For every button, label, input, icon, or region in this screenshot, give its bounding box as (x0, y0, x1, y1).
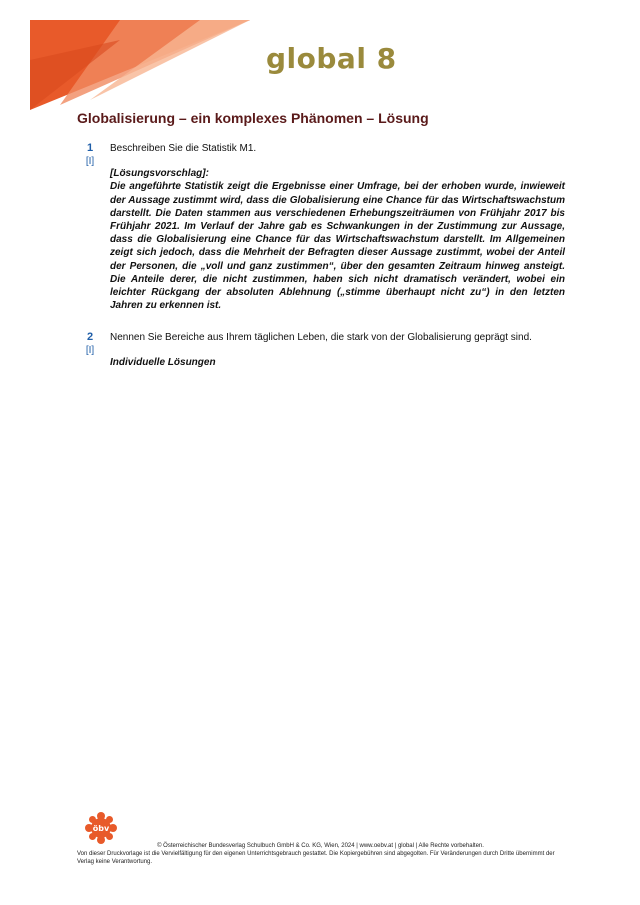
task-question: Beschreiben Sie die Statistik M1. (110, 143, 257, 154)
task-question: Nennen Sie Bereiche aus Ihrem täglichen Leben, die stark von der Globalisierung geprägt sind. (110, 332, 532, 343)
oebv-logo (84, 811, 118, 845)
task-number: 1 (86, 142, 94, 154)
page-title: Globalisierung – ein komplexes Phänomen – Lösung (77, 110, 429, 126)
footer (77, 842, 564, 867)
footer-copyright: © Österreichischer Bundesverlag Schulbuch GmbH & Co. KG, Wien, 2024 | www.oebv.at | global | Alle Rechte vorbehalten. (157, 843, 484, 849)
solution-text: Die angeführte Statistik zeigt die Ergebnisse einer Umfrage, bei der erhoben wurde, inwieweit der Aussage zustimmt wird, dass die Globalisierung eine Chance für das Wirtschaftswachstum darstellt. Die Daten stammen aus verschiedenen Erhebungszeiträumen von Frühjahr 2017 bis Frühjahr 2021. Im Verlauf der Jahre gab es Schwankungen in der Zustimmung zur Aussage, dass die Globalisierung eine Chance für das Wirtschaftswachstum darstellt. Im Allgemeinen zeigt sich jedoch, dass die Mehrheit der Befragten dieser Aussage zustimmt, wobei der Anteil der Personen, die „voll und ganz zustimmen“, über den gesamten Zeitraum hinweg ansteigt. Die Anteile derer, die nicht zustimmen, haben sich nicht dramatisch verändert, wobei ein leichter Rückgang der absoluten Ablehnung („stimme überhaupt nicht zu“) in den letzten Jahren zu erkennen ist. (110, 181, 565, 312)
solution-text: Individuelle Lösungen (110, 357, 216, 369)
task-body (110, 331, 565, 369)
corner-decoration (0, 0, 260, 110)
task-body (110, 142, 565, 312)
task-number: 2 (86, 331, 94, 343)
brand-title: global 8 (266, 42, 397, 75)
task-level: [I] (85, 345, 95, 356)
footer-notice: Von dieser Druckvorlage ist die Vervielfältigung für den eigenen Unterrichtsgebrauch gestattet. Die Kopiergebühren sind abgegolten. Für Veränderungen durch Dritte übernimmt der Verlag keine Verantwortung. (77, 851, 555, 866)
logo-text: öbv (92, 824, 110, 833)
task-level: [I] (85, 156, 95, 167)
solution-heading: [Lösungsvorschlag]: (110, 168, 209, 180)
